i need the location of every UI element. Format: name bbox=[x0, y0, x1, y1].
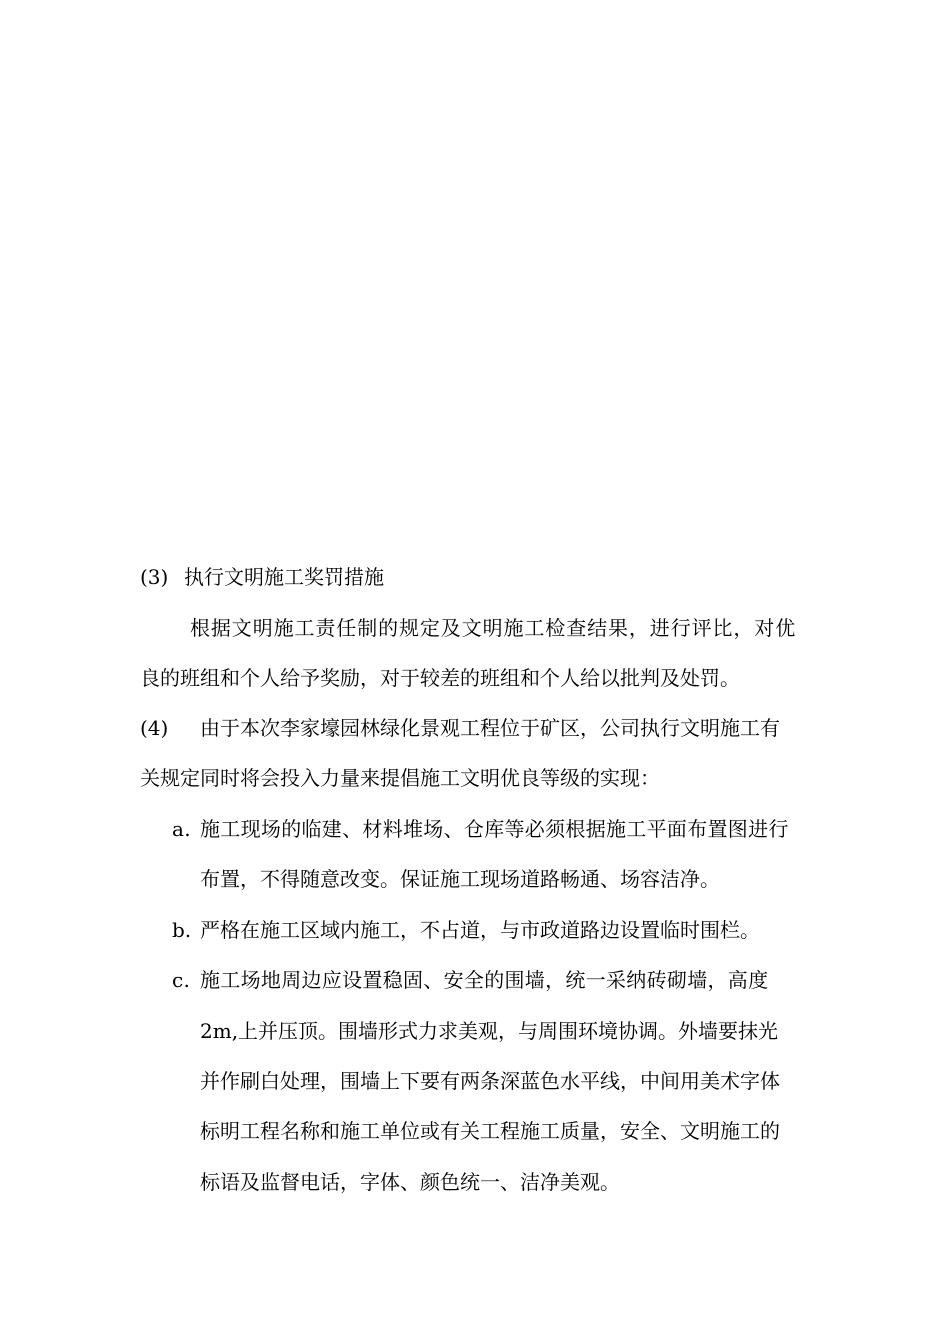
list-item-c bbox=[172, 966, 768, 994]
list-item-a bbox=[172, 815, 789, 843]
list-item-a-line-1: 施工现场的临建、材料堆场、仓库等必须根据施工平面布置图进行 bbox=[200, 817, 789, 841]
list-item-c-line-4: 标明工程名称和施工单位或有关工程施工质量，安全、文明施工的 bbox=[200, 1119, 780, 1143]
list-item-c-line-5: 标语及监督电话，字体、颜色统一、洁净美观。 bbox=[200, 1170, 620, 1194]
list-item-b-marker: b. bbox=[172, 918, 192, 942]
list-item-c-line-2: 2m,上并压顶。围墙形式力求美观，与周围环境协调。外墙要抹光 bbox=[200, 1019, 779, 1043]
list-item-c-marker: c. bbox=[172, 968, 191, 992]
section-4-number: (4) bbox=[140, 716, 169, 740]
section-3-heading bbox=[140, 563, 384, 591]
list-item-b bbox=[172, 916, 760, 944]
section-4-line-1 bbox=[140, 714, 780, 742]
paragraph-3-line-2: 良的班组和个人给予奖励，对于较差的班组和个人给以批判及处罚。 bbox=[140, 666, 740, 690]
section-3-title: 执行文明施工奖罚措施 bbox=[184, 565, 384, 589]
section-4-line-2: 关规定同时将会投入力量来提倡施工文明优良等级的实现： bbox=[140, 766, 660, 790]
list-item-c-line-1: 施工场地周边应设置稳固、安全的围墙，统一采纳砖砌墙，高度 bbox=[200, 968, 769, 992]
section-3-number: (3) bbox=[140, 565, 169, 589]
list-item-c-line-3: 并作刷白处理，围墙上下要有两条深蓝色水平线，中间用美术字体 bbox=[200, 1069, 780, 1093]
paragraph-3-line-1: 根据文明施工责任制的规定及文明施工检查结果，进行评比，对优 bbox=[190, 616, 797, 640]
list-item-b-line-1: 严格在施工区域内施工，不占道，与市政道路边设置临时围栏。 bbox=[200, 918, 760, 942]
section-4-text-1: 由于本次李家壕园林绿化景观工程位于矿区，公司执行文明施工有 bbox=[200, 716, 780, 740]
list-item-a-line-2: 布置，不得随意改变。保证施工现场道路畅通、场容洁净。 bbox=[200, 867, 720, 891]
list-item-a-marker: a. bbox=[172, 817, 191, 841]
